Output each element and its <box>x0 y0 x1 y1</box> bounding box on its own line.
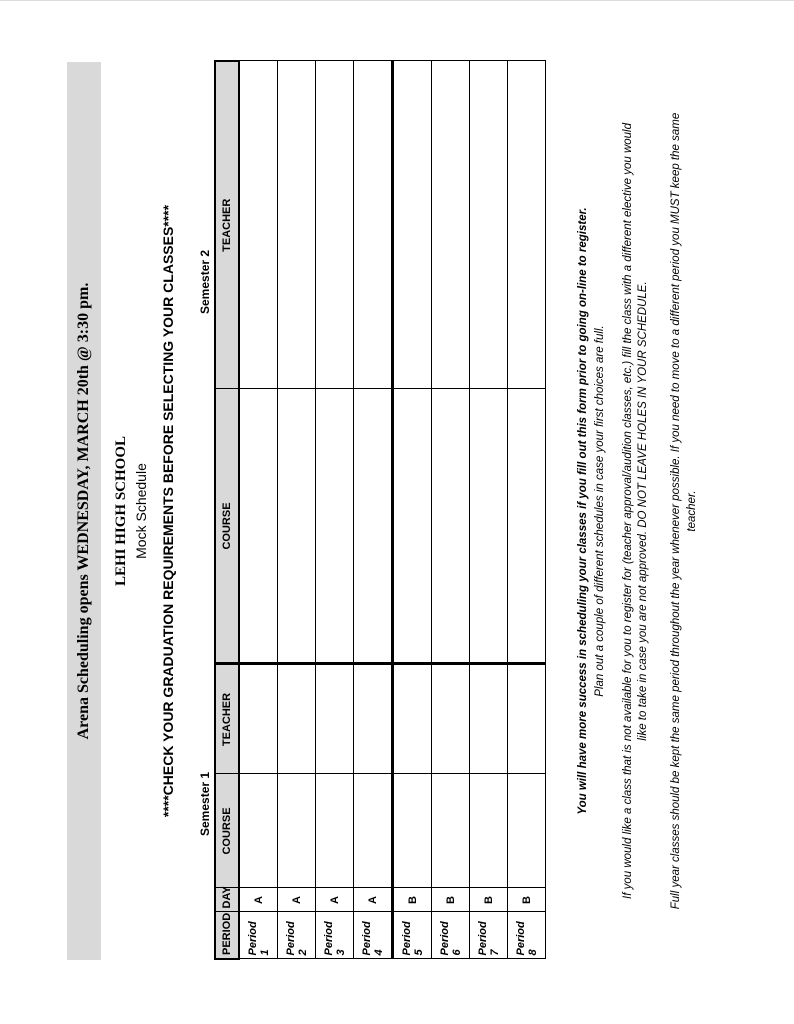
day-label: A <box>316 888 354 912</box>
teacher-cell-sem2[interactable] <box>278 61 316 389</box>
course-cell-sem2[interactable] <box>354 389 393 664</box>
teacher-cell-sem1[interactable] <box>278 664 316 774</box>
teacher-cell-sem1[interactable] <box>316 664 354 774</box>
table-row <box>470 61 508 959</box>
course-cell-sem1[interactable] <box>239 774 278 888</box>
day-label: B <box>393 888 432 912</box>
teacher-cell-sem2[interactable] <box>239 61 278 389</box>
course-cell-sem2[interactable] <box>470 389 508 664</box>
period-label: Period 3 <box>316 912 354 959</box>
teacher-cell-sem1[interactable] <box>432 664 470 774</box>
graduation-requirements-warning: ****CHECK YOUR GRADUATION REQUIREMENTS BEFORE SELECTING YOUR CLASSES**** <box>160 204 176 818</box>
note-unavailable-class: If you would like a class that is not available for you to register for (teacher approval/audition classes, etc.) fill the class with a different elective you would <box>622 123 634 899</box>
day-label: A <box>278 888 316 912</box>
page-subtitle: Mock Schedule <box>133 463 149 559</box>
table-row <box>354 61 393 959</box>
day-label: B <box>508 888 546 912</box>
header-course-sem1: COURSE <box>215 774 239 888</box>
note-full-year-classes: Full year classes should be kept the same period throughout the year whenever possible. If you need to move to a different period you MUST keep the same <box>670 112 682 910</box>
note-full-year-classes-cont: teacher. <box>686 490 698 532</box>
header-teacher-sem1: TEACHER <box>215 664 239 774</box>
course-cell-sem1[interactable] <box>470 774 508 888</box>
teacher-cell-sem2[interactable] <box>508 61 546 389</box>
period-label: Period 8 <box>508 912 546 959</box>
course-cell-sem1[interactable] <box>393 774 432 888</box>
course-cell-sem2[interactable] <box>239 389 278 664</box>
teacher-cell-sem1[interactable] <box>508 664 546 774</box>
teacher-cell-sem1[interactable] <box>393 664 432 774</box>
teacher-cell-sem1[interactable] <box>239 664 278 774</box>
period-label: Period 7 <box>470 912 508 959</box>
header-period: PERIOD <box>215 912 239 959</box>
period-label: Period 4 <box>354 912 393 959</box>
semester-1-label: Semester 1 <box>198 771 212 836</box>
semester-2-label: Semester 2 <box>198 249 212 314</box>
table-header-row <box>215 61 239 959</box>
teacher-cell-sem2[interactable] <box>316 61 354 389</box>
header-course-sem2: COURSE <box>215 389 239 664</box>
teacher-cell-sem2[interactable] <box>470 61 508 389</box>
course-cell-sem2[interactable] <box>393 389 432 664</box>
course-cell-sem2[interactable] <box>508 389 546 664</box>
school-name: LEHI HIGH SCHOOL <box>113 435 129 587</box>
table-row <box>432 61 470 959</box>
period-label: Period 2 <box>278 912 316 959</box>
period-label: Period 5 <box>393 912 432 959</box>
schedule-sheet <box>0 64 794 1024</box>
teacher-cell-sem2[interactable] <box>432 61 470 389</box>
course-cell-sem1[interactable] <box>316 774 354 888</box>
course-cell-sem1[interactable] <box>278 774 316 888</box>
header-teacher-sem2: TEACHER <box>215 61 239 389</box>
schedule-table <box>214 60 546 960</box>
period-label: Period 1 <box>239 912 278 959</box>
period-label: Period 6 <box>432 912 470 959</box>
course-cell-sem2[interactable] <box>432 389 470 664</box>
header-day: DAY <box>215 888 239 912</box>
note-success-tip: You will have more success in scheduling your classes if you fill out this form prior to going on-line to register. <box>577 207 589 815</box>
teacher-cell-sem2[interactable] <box>354 61 393 389</box>
course-cell-sem1[interactable] <box>432 774 470 888</box>
note-unavailable-class-cont: like to take in case you are not approved. DO NOT LEAVE HOLES IN YOUR SCHEDULE. <box>637 281 649 741</box>
table-row <box>278 61 316 959</box>
table-row <box>393 61 432 959</box>
note-plan-schedules: Plan out a couple of different schedules in case your first choices are full. <box>594 325 606 697</box>
scheduling-banner: Arena Scheduling opens WEDNESDAY, MARCH 20th @ 3:30 pm. <box>75 282 92 740</box>
teacher-cell-sem2[interactable] <box>393 61 432 389</box>
course-cell-sem2[interactable] <box>316 389 354 664</box>
table-row <box>508 61 546 959</box>
day-label: B <box>470 888 508 912</box>
day-label: A <box>239 888 278 912</box>
day-label: A <box>354 888 393 912</box>
course-cell-sem2[interactable] <box>278 389 316 664</box>
page-top-border <box>0 0 794 1</box>
teacher-cell-sem1[interactable] <box>470 664 508 774</box>
course-cell-sem1[interactable] <box>354 774 393 888</box>
table-row <box>239 61 278 959</box>
table-row <box>316 61 354 959</box>
teacher-cell-sem1[interactable] <box>354 664 393 774</box>
course-cell-sem1[interactable] <box>508 774 546 888</box>
day-label: B <box>432 888 470 912</box>
